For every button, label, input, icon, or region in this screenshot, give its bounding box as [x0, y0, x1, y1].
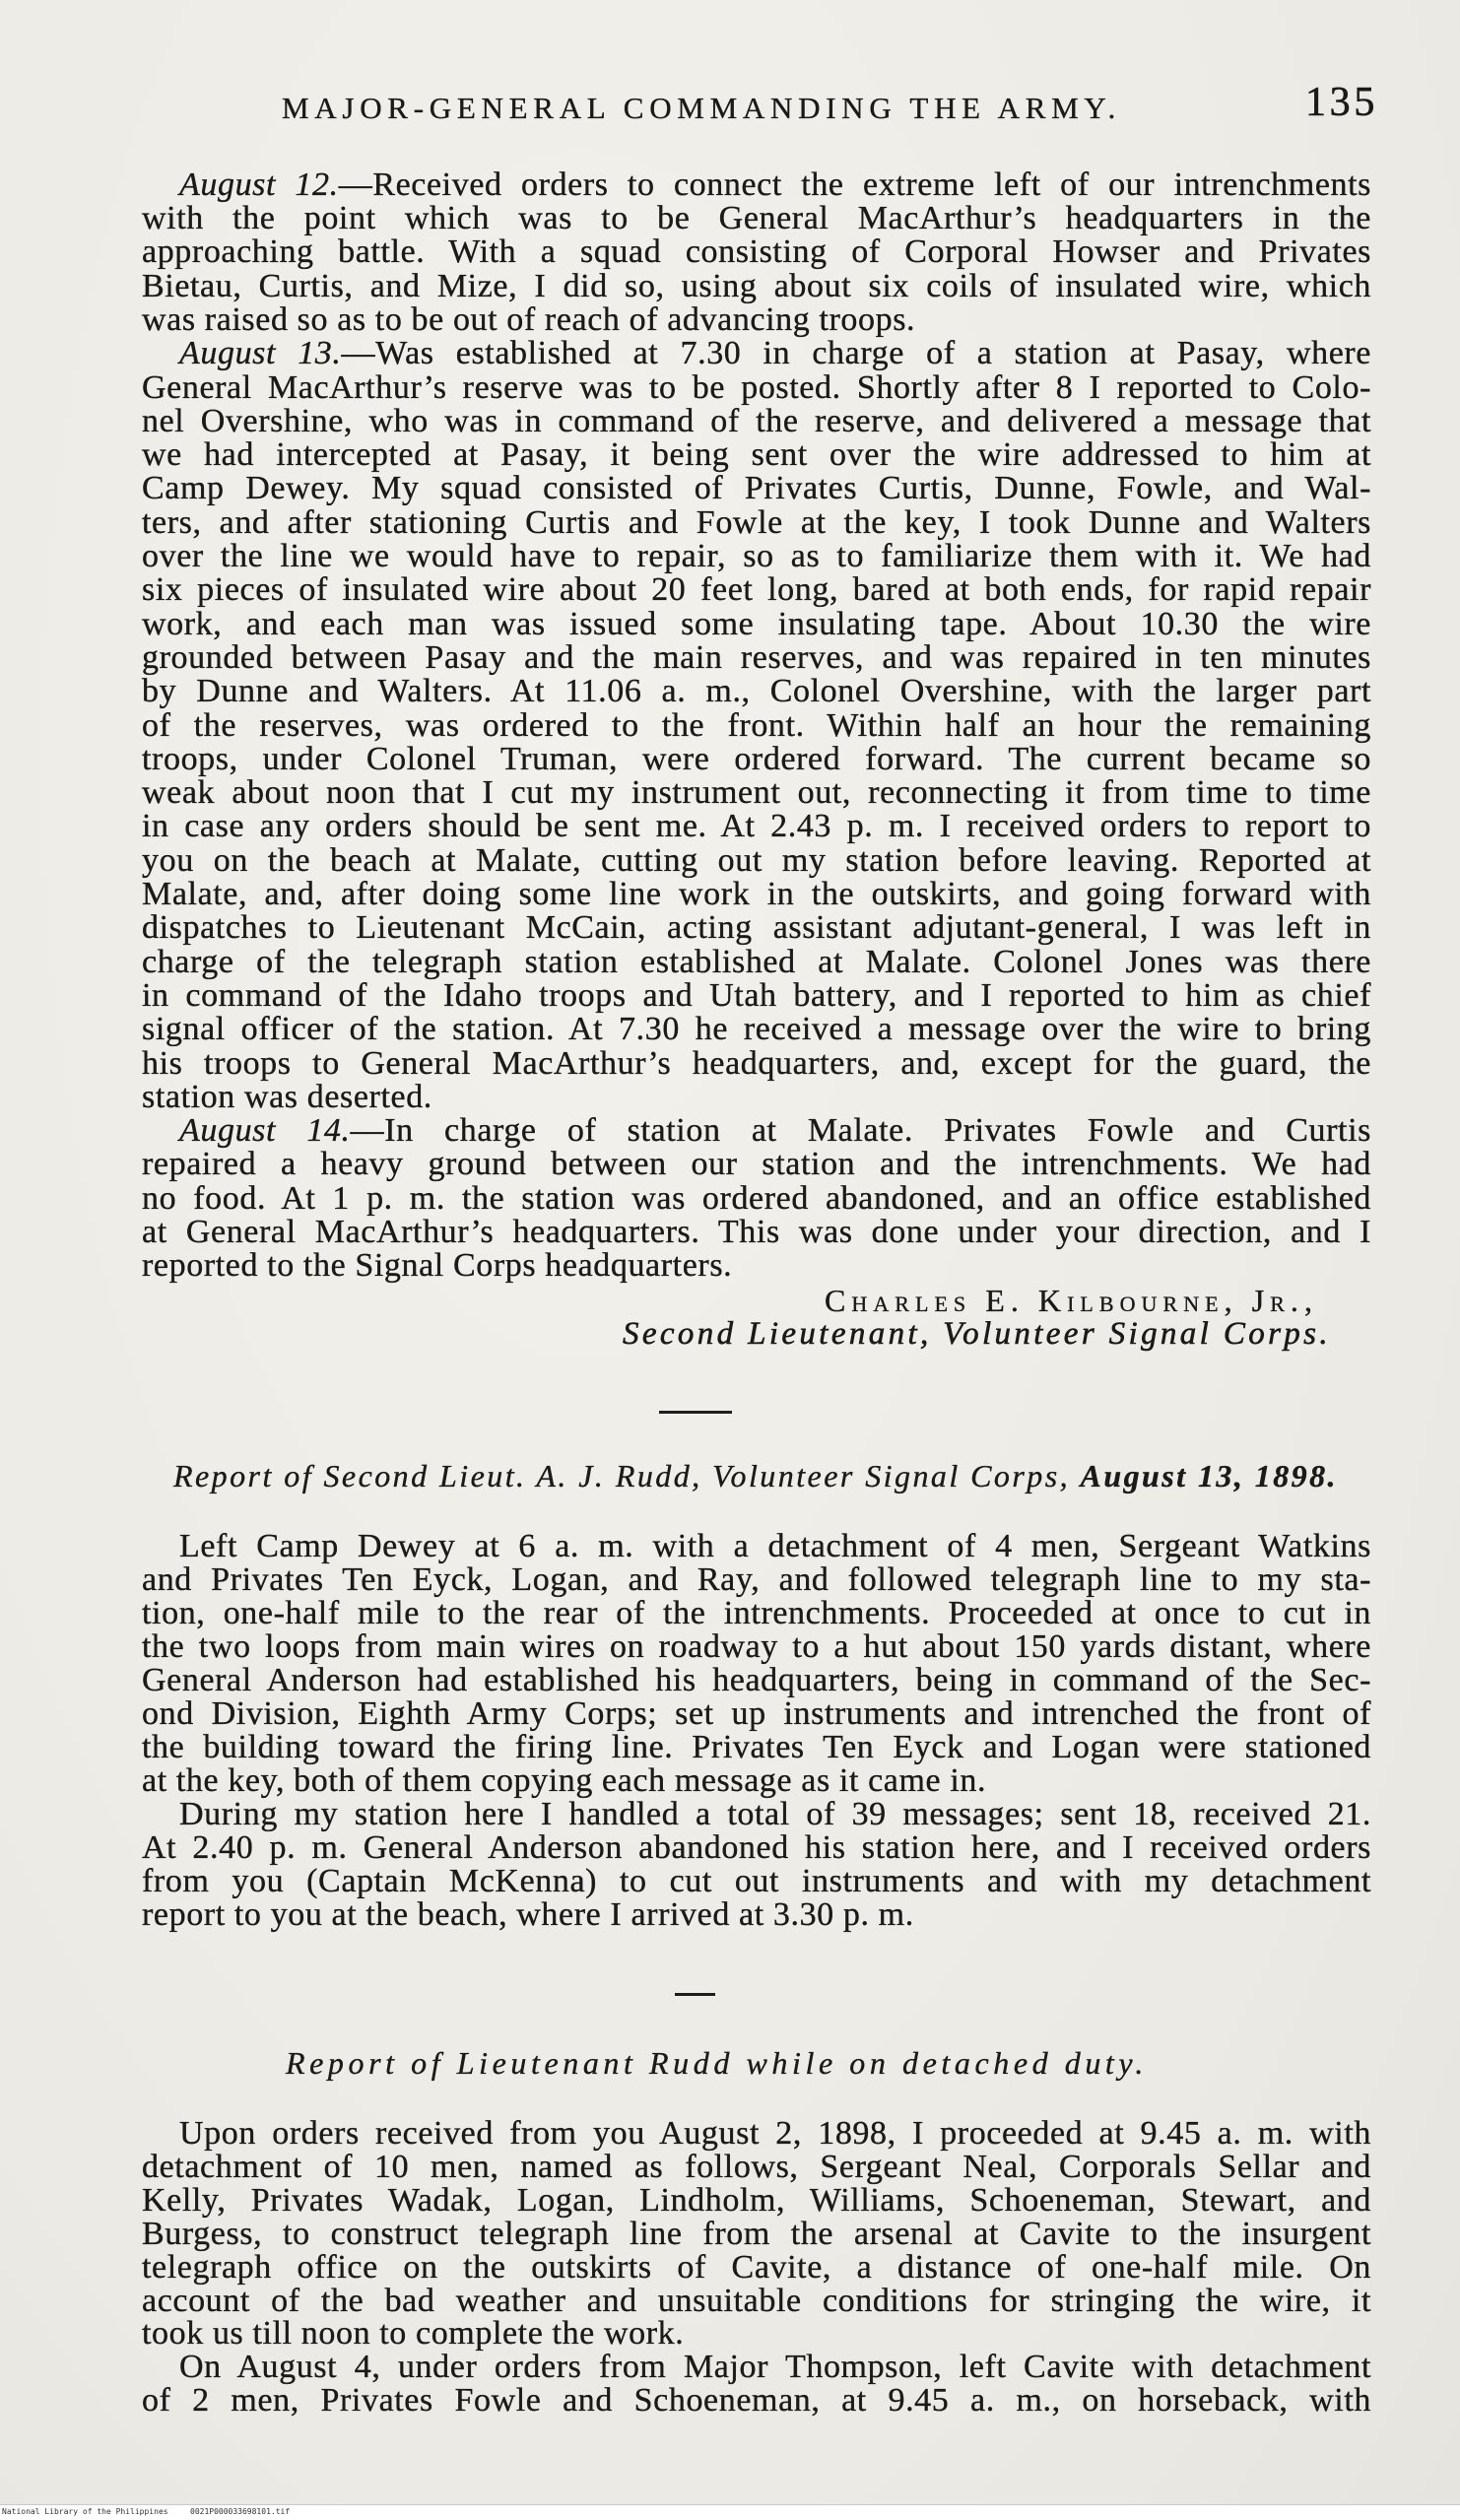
text-line: Bietau, Curtis, and Mize, I did so, using about six coils of insulated wire, which	[142, 268, 1371, 304]
text-line: repaired a heavy ground between our station and the intrenchments. We had	[142, 1146, 1371, 1182]
scan-footer-library: National Library of the Philippines	[2, 2507, 168, 2516]
section-divider	[659, 1411, 732, 1414]
text-line: his troops to General MacArthur’s headquarters, and, except for the guard, the	[142, 1045, 1371, 1082]
page-number: 135	[1305, 80, 1378, 125]
entry-text: —Received orders to connect the extreme left of our intrenchments	[338, 166, 1371, 203]
text-line: dispatches to Lieutenant McCain, acting assistant adjutant-general, I was left in	[142, 909, 1371, 946]
text-line: signal officer of the station. At 7.30 he received a message over the wire to bring	[142, 1011, 1371, 1047]
text-line: Malate, and, after doing some line work in the outskirts, and going forward with	[142, 876, 1371, 912]
text-line: Kelly, Privates Wadak, Logan, Lindholm, Williams, Schoeneman, Stewart, and	[142, 2182, 1371, 2219]
text-line: reported to the Signal Corps headquarters.	[142, 1247, 733, 1284]
paragraph-first-line: On August 4, under orders from Major Thompson, left Cavite with detachment	[179, 2349, 1371, 2385]
text-line: in command of the Idaho troops and Utah battery, and I reported to him as chief	[142, 977, 1371, 1014]
text-line: the building toward the firing line. Privates Ten Eyck and Logan were stationed	[142, 1729, 1371, 1765]
report-heading	[173, 1459, 1338, 1492]
text-line: by Dunne and Walters. At 11.06 a. m., Colonel Overshine, with the larger part	[142, 673, 1371, 709]
running-head-title: MAJOR-GENERAL COMMANDING THE ARMY.	[282, 91, 1121, 125]
text-line: nel Overshine, who was in command of the reserve, and delivered a message that	[142, 403, 1371, 439]
text-line: approaching battle. With a squad consisting of Corporal Howser and Privates	[142, 233, 1371, 270]
text-line: you on the beach at Malate, cutting out my station before leaving. Reported at	[142, 842, 1371, 879]
scan-footer-filename: 0021P000033698101.tif	[190, 2507, 291, 2516]
text-line: telegraph office on the outskirts of Cavite, a distance of one-half mile. On	[142, 2249, 1371, 2286]
section-divider	[675, 1993, 715, 1996]
text-line: from you (Captain McKenna) to cut out instruments and with my detachment	[142, 1863, 1371, 1899]
text-line: Camp Dewey. My squad consisted of Privates Curtis, Dunne, Fowle, and Wal-	[142, 470, 1371, 506]
text-line: six pieces of insulated wire about 20 feet long, bared at both ends, for rapid repair	[142, 571, 1371, 608]
paragraph-first-line	[179, 168, 1371, 202]
paragraph-first-line	[179, 1114, 1371, 1148]
text-line: we had intercepted at Pasay, it being sent over the wire addressed to him at	[142, 436, 1371, 473]
text-line: in case any orders should be sent me. At 2.43 p. m. I received orders to report to	[142, 808, 1371, 844]
text-line: with the point which was to be General MacArthur’s headquarters in the	[142, 200, 1371, 236]
text-line: charge of the telegraph station established at Malate. Colonel Jones was there	[142, 944, 1371, 980]
text-line: and Privates Ten Eyck, Logan, and Ray, and followed telegraph line to my sta-	[142, 1561, 1371, 1598]
text-line: over the line we would have to repair, so as to familiarize them with it. We had	[142, 538, 1371, 574]
text-line: account of the bad weather and unsuitable conditions for stringing the wire, it	[142, 2283, 1371, 2319]
text-line: General MacArthur’s reserve was to be posted. Shortly after 8 I reported to Colo-	[142, 369, 1371, 406]
text-line: station was deserted.	[142, 1079, 432, 1115]
paragraph-first-line	[179, 337, 1371, 370]
text-line: report to you at the beach, where I arrived at 3.30 p. m.	[142, 1896, 914, 1933]
entry-date: August 13.	[179, 335, 342, 371]
text-line: Burgess, to construct telegraph line from the arsenal at Cavite to the insurgent	[142, 2216, 1371, 2252]
text-line: was raised so as to be out of reach of advancing troops.	[142, 301, 916, 338]
text-line: tion, one-half mile to the rear of the intrenchments. Proceeded at once to cut in	[142, 1595, 1371, 1631]
entry-date: August 12.	[179, 166, 339, 203]
text-line: at General MacArthur’s headquarters. This was done under your direction, and I	[142, 1214, 1371, 1250]
paragraph-first-line: During my station here I handled a total of 39 messages; sent 18, received 21.	[179, 1796, 1371, 1832]
text-line: detachment of 10 men, named as follows, Sergeant Neal, Corporals Sellar and	[142, 2149, 1371, 2185]
text-line: work, and each man was issued some insulating tape. About 10.30 the wire	[142, 606, 1371, 642]
text-line: General Anderson had established his headquarters, being in command of the Sec-	[142, 1662, 1371, 1698]
entry-date: August 14.	[179, 1112, 351, 1149]
entry-text: —In charge of station at Malate. Privates Fowle and Curtis	[350, 1112, 1371, 1149]
scan-footer	[0, 2504, 1460, 2520]
text-line: weak about noon that I cut my instrument out, reconnecting it from time to time	[142, 774, 1371, 811]
text-line: took us till noon to complete the work.	[142, 2315, 685, 2352]
report-heading: Report of Lieutenant Rudd while on detached duty.	[286, 2045, 1148, 2081]
entry-text: —Was established at 7.30 in charge of a station at Pasay, where	[341, 335, 1371, 371]
text-line: troops, under Colonel Truman, were ordered forward. The current became so	[142, 741, 1371, 777]
report-heading-title: Report of Second Lieut. A. J. Rudd, Volunteer Signal Corps,	[173, 1458, 1071, 1493]
text-line: ters, and after stationing Curtis and Fowle at the key, I took Dunne and Walters	[142, 504, 1371, 541]
report-heading-date: August 13, 1898.	[1080, 1458, 1339, 1493]
text-line: ond Division, Eighth Army Corps; set up instruments and intrenched the front of	[142, 1695, 1371, 1732]
signature-name: Charles E. Kilbourne, Jr.,	[825, 1283, 1318, 1318]
text-line: the two loops from main wires on roadway to a hut about 150 yards distant, where	[142, 1628, 1371, 1665]
paragraph-first-line: Upon orders received from you August 2, 1898, I proceeded at 9.45 a. m. with	[179, 2115, 1371, 2152]
signature-rank: Second Lieutenant, Volunteer Signal Corps.	[623, 1316, 1331, 1352]
text-line: grounded between Pasay and the main reserves, and was repaired in ten minutes	[142, 639, 1371, 676]
paragraph-first-line: Left Camp Dewey at 6 a. m. with a detachment of 4 men, Sergeant Watkins	[179, 1528, 1371, 1564]
text-line: of 2 men, Privates Fowle and Schoeneman, at 9.45 a. m., on horseback, with	[142, 2382, 1371, 2419]
text-line: at the key, both of them copying each message as it came in.	[142, 1762, 987, 1799]
text-line: of the reserves, was ordered to the front. Within half an hour the remaining	[142, 707, 1371, 744]
text-line: At 2.40 p. m. General Anderson abandoned his station here, and I received orders	[142, 1829, 1371, 1866]
text-line: no food. At 1 p. m. the station was ordered abandoned, and an office established	[142, 1180, 1371, 1217]
